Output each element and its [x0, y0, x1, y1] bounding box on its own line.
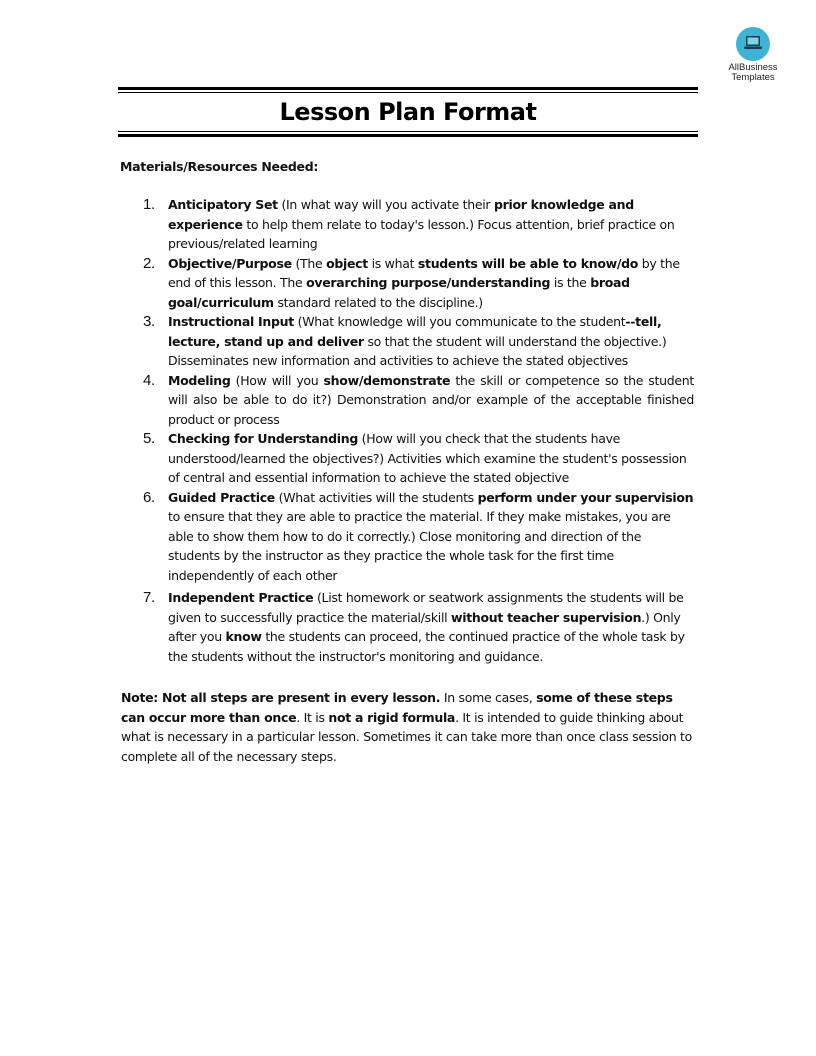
step-number: 6. [143, 488, 155, 506]
step-text: Independent Practice (List homework or seatwork assignments the students will be given to successfully practice the material/skill without teacher supervision.) Only after you know the students can proceed, the continued practice of the whole task by the students without the instructor's monitoring and guidance. [168, 590, 685, 664]
step-heading: Checking for Understanding [168, 431, 358, 446]
step-number: 3. [143, 313, 155, 330]
step-heading: Guided Practice [168, 489, 275, 505]
step-number: 4. [143, 371, 155, 389]
step-text: Checking for Understanding (How will you check that the students have understood/learned the objectives?) Activities which examine the student's possession of central and essential information to achieve the stated objective [168, 431, 687, 485]
step-text: Guided Practice (What activities will the students perform under your supervision to ensure that they are able to practice the material. If they make mistakes, you are able to show them how to do it correctly.) Close monitoring and direction of the students by the instructor as they practice the whole task for the first time independently of each other [168, 489, 694, 583]
list-item [0, 195, 816, 254]
step-number: 5. [143, 430, 155, 447]
step-heading: Modeling [168, 372, 231, 388]
step-heading: Objective/Purpose [168, 255, 292, 271]
title-rule-top-thick [118, 87, 698, 90]
lesson-steps-list [0, 195, 816, 666]
allbusiness-templates-logo [722, 27, 784, 83]
list-item [0, 254, 816, 313]
list-item [0, 488, 816, 586]
step-text: Anticipatory Set (In what way will you activate their prior knowledge and experience to help them relate to today's lesson.) Focus attention, brief practice on previous/related learning [168, 197, 675, 251]
step-number: 7. [143, 589, 155, 606]
list-item [0, 371, 816, 430]
list-item [0, 312, 816, 371]
step-heading: Independent Practice [168, 590, 314, 605]
step-number: 1. [143, 196, 155, 213]
logo-text-line-1: AllBusiness [728, 62, 778, 73]
step-heading: Instructional Input [168, 314, 294, 329]
logo-text-line-2: Templates [731, 72, 775, 83]
step-text: Objective/Purpose (The object is what students will be able to know/do by the end of this lesson. The overarching purpose/understanding is the broad goal/curriculum standard related to the discipline.) [168, 255, 680, 310]
title-rule-top-thin [118, 92, 698, 93]
step-text: Instructional Input (What knowledge will you communicate to the student--tell, lecture, stand up and deliver so that the student will understand the objective.) Disseminates new information and activities to achieve the stated objectives [168, 314, 667, 368]
step-text: Modeling (How will you show/demonstrate the skill or competence so the student will also be able to do it?) Demonstration and/or example of the acceptable finished product or process [168, 372, 694, 427]
materials-heading: Materials/Resources Needed: [120, 159, 319, 174]
note-paragraph: Note: Not all steps are present in every lesson. In some cases, some of these steps can occur more than once. It is not a rigid formula. It is intended to guide thinking about what is necessary in a particular lesson. Sometimes it can take more than once class session to complete all of the necessary steps. [121, 690, 692, 764]
title-rule-bottom-thick [118, 134, 698, 137]
laptop-icon [736, 27, 770, 61]
list-item [0, 588, 816, 666]
page-title: Lesson Plan Format [279, 98, 537, 126]
step-heading: Anticipatory Set [168, 197, 278, 212]
list-item [0, 429, 816, 488]
title-rule-bottom-thin [118, 131, 698, 132]
step-number: 2. [143, 254, 155, 272]
